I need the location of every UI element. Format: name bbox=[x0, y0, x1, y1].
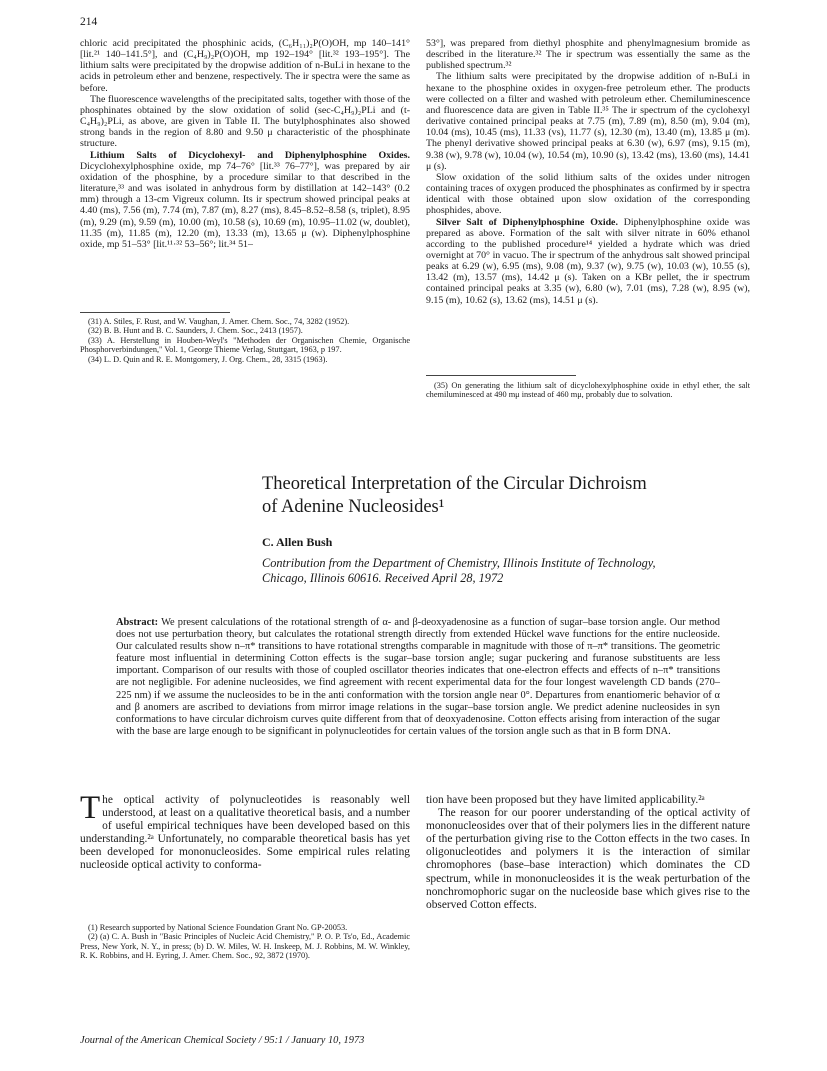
abstract bbox=[116, 617, 720, 738]
footnote-rule bbox=[80, 312, 230, 313]
paragraph-text: he optical activity of polynucleotides is reasonably well understood, at least on a qualitative theoretical basis, and a number of useful empirical techniques have been developed based on this understanding.²ᵃ Unfortunately, no comparable theoretical basis has yet been developed for mononucleosides. Some empirical rules relating nucleoside optical activity to conforma- bbox=[80, 794, 410, 872]
reference: (35) On generating the lithium salt of dicyclohexylphosphine oxide in ethyl ether, the salt chemiluminesced at 490 mμ instead of 460 mμ, probably due to solvation. bbox=[426, 381, 750, 400]
abstract-text: We present calculations of the rotational strength of α- and β-deoxyadenosine as a function of sugar–base torsion angle. Our method does not use perturbation theory, but calculates the rotational strength directly from extended Hückel wave functions for the entire nucleoside. Our calculated results show n–π* transitions to have rotational strengths comparable in magnitude with those of π–π* transitions. The geometric feature most influential in determining Cotton effects is the sugar–base torsion angle; sugar puckering and furanose substituents are less important. Comparison of our results with those of coupled oscillator theories indicates that one-electron effects and effects of n–π* transitions are not negligible. For adenine nucleosides, we find agreement with recent experimental data for the four longest wavelength CD bands (270–225 nm) if we assume the nucleosides to be in the anti conformation with the torsion angle near 0°. Departures from enantiomeric behavior of α and β anomers are ascribed to deviations from mirror image relations in the sugar–base torsion angle. We predict adenine nucleosides in syn conformations to have circular dichroism curves quite different from that of deoxyadenosine. Cotton effects arising from interaction of the sugar with the base are large enough to be significant in polynucleotides for certain values of the torsion angle such as that in B form DNA. bbox=[116, 617, 720, 737]
reference: (32) B. B. Hunt and B. C. Saunders, J. Chem. Soc., 2413 (1957). bbox=[88, 326, 303, 336]
article-header bbox=[262, 473, 752, 586]
article-title bbox=[262, 473, 752, 519]
section-heading: Lithium Salts of Dicyclohexyl- and Diphenylphosphine Oxides. bbox=[90, 149, 410, 161]
section-heading: Silver Salt of Diphenylphosphine Oxide. bbox=[436, 216, 618, 228]
abstract-label: Abstract: bbox=[116, 617, 159, 628]
footnote: (2) (a) C. A. Bush in "Basic Principles of Nucleic Acid Chemistry," P. O. P. Ts'o, Ed., Academic Press, New York, N. Y., in press; (b) D. W. Miles, W. H. Inskeep, M. J. Robbins, M. W. Winkley, R. K. Robbins, and H. Eyring, J. Amer. Chem. Soc., 92, 3872 (1970). bbox=[80, 932, 410, 961]
affiliation-line: Chicago, Illinois 60616. Received April 28, 1972 bbox=[262, 571, 504, 585]
paragraph bbox=[426, 217, 750, 306]
body-right-column bbox=[426, 794, 750, 912]
paragraph bbox=[80, 150, 410, 250]
paragraph: The fluorescence wavelengths of the precipitated salts, together with those of the phosphinates obtained by the slow oxidation of solid (sec-C₄H₉)₂PLi and (t-C₄H₉)₂PLi, as above, are given in Table II. The butylphosphinates also showed strong bands in the region of 8.80 and 9.50 μ characteristic of the phosphinate structure. bbox=[80, 93, 410, 150]
paragraph: The lithium salts were precipitated by the dropwise addition of n-BuLi in hexane to the phosphine oxides in oxygen-free petroleum ether. The products were collected on a filter and washed with petroleum ether. Chemiluminescence and fluorescence data are given in Table II.³⁵ The ir spectrum of the cyclohexyl derivative contained principal peaks at 7.75 (m), 7.89 (m), 8.50 (m), 9.04 (m), 10.04 (ms), 10.45 (ms), 11.33 (vs), 11.77 (s), 12.30 (m), 13.40 (m), 13.85 μ (m). The phenyl derivative showed principal peaks at 6.30 (w), 6.97 (ms), 9.15 (m), 9.38 (w), 9.78 (w), 10.04 (w), 10.54 (m), 10.90 (s), 13.42 (ms), 13.60 (ms), 14.41 μ (s). bbox=[426, 71, 750, 172]
paragraph-text: Diphenylphosphine oxide was prepared as above. Formation of the salt with silver nitrate in 60% ethanol according to the published procedure¹⁴ yielded a hydrate which was dried overnight at 70° in vacuo. The ir spectrum of the anhydrous salt showed principal peaks at 6.29 (w), 6.95 (ms), 9.08 (m), 9.37 (w), 9.75 (w), 10.03 (w), 10.55 (s), 13.42 (m), 13.57 (ms), 14.42 μ (s). Taken on a KBr pellet, the ir spectrum contained principal peaks at 3.35 (w), 6.80 (w), 7.01 (ms), 7.28 (w), 8.95 (w), 9.15 (m), 10.62 (s), 13.62 (ms), 14.51 μ (s). bbox=[426, 216, 750, 306]
drop-cap: T bbox=[80, 790, 101, 826]
paragraph: tion have been proposed but they have limited applicability.²ᵃ bbox=[426, 794, 705, 806]
affiliation bbox=[262, 556, 752, 586]
title-line: of Adenine Nucleosides¹ bbox=[262, 497, 445, 517]
paragraph: 53°], was prepared from diethyl phosphite and phenylmagnesium bromide as described in the literature.³² The ir spectrum was essentially the same as the published spectrum.³² bbox=[426, 38, 750, 72]
reference: (31) A. Stiles, F. Rust, and W. Vaughan, J. Amer. Chem. Soc., 74, 3282 (1952). bbox=[88, 317, 350, 326]
references-right bbox=[426, 381, 750, 400]
body-left-column bbox=[80, 790, 410, 873]
footnote-rule bbox=[426, 375, 576, 376]
references-left bbox=[80, 317, 410, 364]
footnotes-left bbox=[80, 923, 410, 961]
journal-footer: Journal of the American Chemical Society / 95:1 / January 10, 1973 bbox=[80, 1035, 365, 1046]
top-left-column bbox=[80, 38, 410, 250]
paragraph: The reason for our poorer understanding of the optical activity of mononucleosides over that of their polymers lies in the different nature of the perturbation giving rise to the Cotton effects in the two cases. In oligonucleotides and polymers it is the interaction of similar chromophores (base–base interaction) which dominates the CD spectrum, while in mononucleosides it is the weak perturbation of the nonchromophoric sugar on the nucleoside base which gives rise to the observed Cotton effects. bbox=[426, 807, 750, 911]
paragraph bbox=[80, 790, 410, 873]
author: C. Allen Bush bbox=[262, 535, 333, 549]
footnote: (1) Research supported by National Science Foundation Grant No. GP-20053. bbox=[88, 923, 348, 932]
title-line: Theoretical Interpretation of the Circular Dichroism bbox=[262, 474, 647, 494]
top-right-column bbox=[426, 38, 750, 306]
paragraph: Slow oxidation of the solid lithium salts of the oxides under nitrogen containing traces of oxygen produced the phosphinates as confirmed by ir spectra identical with those obtained upon slow oxidation of the corresponding phosphides, above. bbox=[426, 171, 750, 217]
page-number: 214 bbox=[80, 16, 98, 28]
reference: (34) L. D. Quin and R. E. Montgomery, J. Org. Chem., 28, 3315 (1963). bbox=[88, 354, 328, 364]
paragraph: chloric acid precipitated the phosphinic acids, (C₆H₁₁)₂P(O)OH, mp 140–141° [lit.²¹ 140–141.5°], and (C₄H₉)₂P(O)OH, mp 192–194° [lit.³² 193–195°]. The lithium salts were precipitated by the dropwise addition of n-BuLi in hexane to the acids in petroleum ether and benzene, respectively. The ir spectra were the same as before. bbox=[80, 38, 410, 94]
paragraph-text: Dicyclohexylphosphine oxide, mp 74–76° [lit.³³ 76–77°], was prepared by air oxidation of the phosphine, by a procedure similar to that described in the literature,³³ and was isolated in anhydrous form by distillation at 142–143° (0.2 mm) through a 13-cm Vigreux column. Its ir spectrum showed principal peaks at 4.40 (ms), 7.56 (m), 7.74 (m), 7.87 (m), 8.27 (ms), 8.45–8.52–8.58 (s, triplet), 8.95 (m), 9.29 (m), 9.59 (m), 10.00 (m), 10.58 (s), 10.69 (m), 10.95–11.02 (w, doublet), 11.35 (m), 11.85 (m), 12.20 (m), 13.33 (m), 13.65 μ (w). Diphenylphosphine oxide, mp 51–53° [lit.¹¹·³² 53–56°; lit.³⁴ 51– bbox=[80, 160, 410, 250]
affiliation-line: Contribution from the Department of Chemistry, Illinois Institute of Technology, bbox=[262, 556, 656, 570]
reference: (33) A. Herstellung in Houben-Weyl's "Methoden der Organischen Chemie, Organische Phosphorverbindungen," Vol. 1, George Thieme Verlag, Stuttgart, 1963, p 197. bbox=[80, 335, 410, 355]
